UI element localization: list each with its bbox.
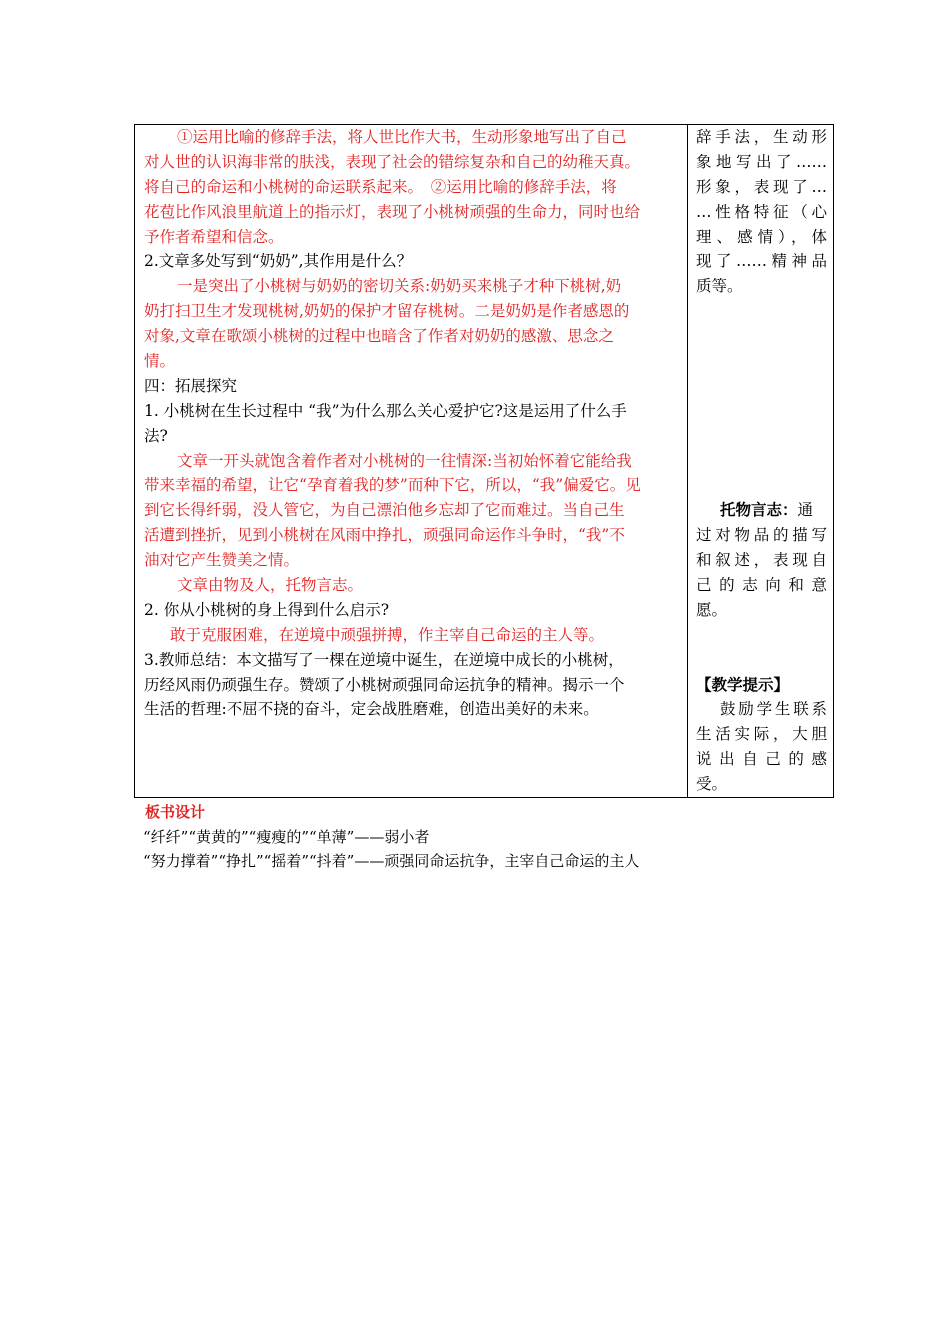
board-line-2: “努力撑着”“挣扎”“摇着”“抖着”——顽强同命运抗争，主宰自己命运的主人 <box>143 852 640 870</box>
column-divider <box>687 125 688 797</box>
answer1-line: 将自己的命运和小桃树的命运联系起来。 ②运用比喻的修辞手法，将 <box>144 177 617 196</box>
tip-line: 受。 <box>696 775 728 794</box>
tip-line: 生活实际，大胆 <box>696 725 827 744</box>
answer2-line: 奶打扫卫生才发现桃树,奶奶的保护才留存桃树。二是奶奶是作者感恩的 <box>144 302 630 321</box>
answer4-1-line: 到它长得纤弱，没人管它，为自己漂泊他乡忘却了它而难过。当自己生 <box>144 501 625 520</box>
tuowu-first: 通 <box>797 501 814 520</box>
question-4-1: 1. 小桃树在生长过程中 “我”为什么那么关心爱护它?这是运用了什么手 <box>144 401 627 420</box>
side-note-line: 理、感情），体 <box>696 227 827 246</box>
answer4-2: 敢于克服困难，在逆境中顽强拼搏，作主宰自己命运的主人等。 <box>170 625 605 644</box>
main-column <box>144 125 681 722</box>
answer4-1-conclusion: 文章由物及人，托物言志。 <box>177 576 364 595</box>
side-note-line: 质等。 <box>696 277 743 296</box>
summary-line: 3.教师总结：本文描写了一棵在逆境中诞生，在逆境中成长的小桃树， <box>144 650 624 669</box>
tip-line: 说出自己的感 <box>696 750 827 769</box>
tip-title: 【教学提示】 <box>696 674 790 694</box>
answer4-1-line: 活遭到挫折，见到小桃树在风雨中挣扎，顽强同命运作斗争时，“我”不 <box>144 526 625 545</box>
answer1-line: 对人世的认识海非常的肤浅，表现了社会的错综复杂和自己的幼稚天真。 <box>144 152 641 171</box>
board-line-1: “纤纤”“黄黄的”“瘦瘦的”“单薄”——弱小者 <box>143 827 430 846</box>
side-note-line: 辞手法，生动形 <box>696 128 827 146</box>
answer1-line: 花苞比作风浪里航道上的指示灯，表现了小桃树顽强的生命力，同时也给 <box>144 202 641 221</box>
answer4-1-line: 油对它产生赞美之情。 <box>144 551 300 570</box>
lesson-table <box>134 124 834 798</box>
summary-line: 生活的哲理:不屈不挠的奋斗，定会战胜磨难，创造出美好的未来。 <box>144 700 599 719</box>
side-note-line: 象地写出了…… <box>696 152 827 171</box>
answer2-line: 对象,文章在歌颂小桃树的过程中也暗含了作者对奶奶的感激、思念之 <box>144 327 614 346</box>
side-column <box>696 125 827 797</box>
answer4-1-line: 带来幸福的希望，让它“孕育着我的梦”而种下它，所以，“我”偏爱它。见 <box>144 476 641 495</box>
tuowu-line: 己的志向和意 <box>696 576 827 595</box>
tuowu-line: 和叙述，表现自 <box>696 551 827 570</box>
question-2: 2.文章多处写到“奶奶”,其作用是什么？ <box>144 252 413 271</box>
side-note-line: …性格特征（心 <box>696 202 827 221</box>
answer2-line: 情。 <box>144 352 176 371</box>
board-design <box>145 800 639 874</box>
answer4-1-line: 文章一开头就饱含着作者对小桃树的一往情深:当初始怀着它能给我 <box>177 451 632 470</box>
summary-line: 历经风雨仍顽强生存。赞颂了小桃树顽强同命运抗争的精神。揭示一个 <box>144 675 625 694</box>
tuowu-line: 愿。 <box>696 600 728 619</box>
section-heading: 四：拓展探究 <box>144 376 238 395</box>
side-note-line: 现了……精神品 <box>696 252 827 271</box>
question-4-1: 法? <box>144 426 168 445</box>
question-4-2: 2. 你从小桃树的身上得到什么启示? <box>144 600 390 619</box>
board-title: 板书设计 <box>145 803 206 821</box>
side-note-line: 形象，表现了… <box>696 177 827 196</box>
tuowu-heading-line <box>696 498 827 523</box>
tuowu-title: 托物言志： <box>720 500 798 520</box>
answer2-line: 一是突出了小桃树与奶奶的密切关系:奶奶买来桃子才种下桃树,奶 <box>177 277 622 296</box>
answer1-line: ①运用比喻的修辞手法，将人世比作大书，生动形象地写出了自己 <box>177 128 627 146</box>
tuowu-line: 过对物品的描写 <box>696 526 827 545</box>
answer1-line: 予作者希望和信念。 <box>144 227 284 246</box>
tip-line: 鼓励学生联系 <box>720 700 827 719</box>
